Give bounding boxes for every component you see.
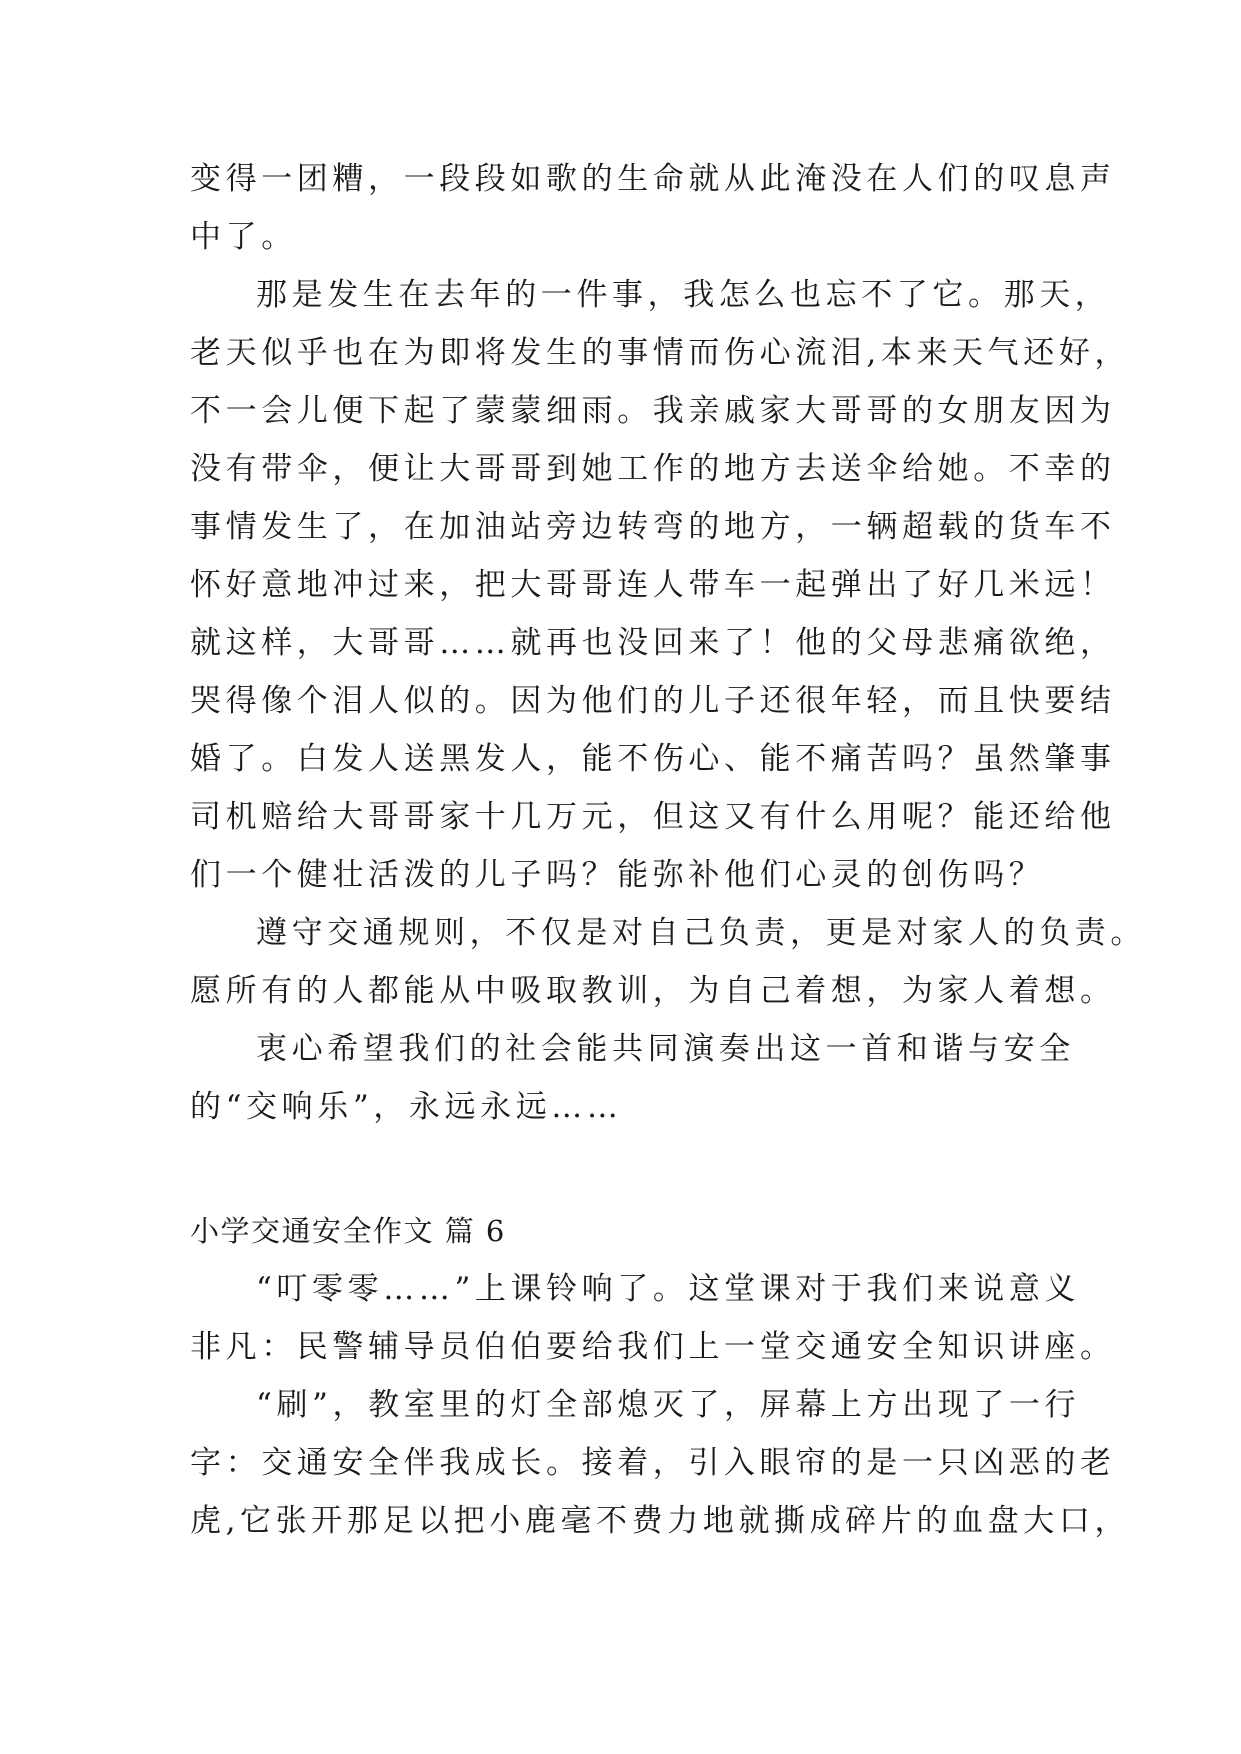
text-line: 遵守交通规则，不仅是对自己负责，更是对家人的负责。 xyxy=(256,915,1146,951)
text-line: 婚了。白发人送黑发人，能不伤心、能不痛苦吗？虽然肇事 xyxy=(190,741,1116,777)
text-line: 就这样，大哥哥……就再也没回来了！他的父母悲痛欲绝， xyxy=(190,625,1116,661)
text-line: 司机赔给大哥哥家十几万元，但这又有什么用呢？能还给他 xyxy=(190,799,1116,835)
text-line: 们一个健壮活泼的儿子吗？能弥补他们心灵的创伤吗？ xyxy=(190,857,1045,893)
text-line: 老天似乎也在为即将发生的事情而伤心流泪,本来天气还好， xyxy=(190,335,1131,371)
text-line: 怀好意地冲过来，把大哥哥连人带车一起弹出了好几米远！ xyxy=(190,567,1116,603)
text-line: 事情发生了，在加油站旁边转弯的地方，一辆超载的货车不 xyxy=(190,509,1116,545)
text-line: 那是发生在去年的一件事，我怎么也忘不了它。那天， xyxy=(256,277,1111,313)
text-line: “叮零零……”上课铃响了。这堂课对于我们来说意义 xyxy=(256,1271,1081,1307)
text-line: 变得一团糟，一段段如歌的生命就从此淹没在人们的叹息声 xyxy=(190,161,1116,197)
text-line: 中了。 xyxy=(190,219,297,255)
text-line: 字：交通安全伴我成长。接着，引入眼帘的是一只凶恶的老 xyxy=(190,1445,1116,1481)
text-line: 哭得像个泪人似的。因为他们的儿子还很年轻，而且快要结 xyxy=(190,683,1116,719)
section-title: 小学交通安全作文 篇 6 xyxy=(190,1214,506,1248)
document-page xyxy=(190,150,1146,1550)
text-line: 的“交响乐”，永远永远…… xyxy=(190,1089,623,1125)
text-line: 不一会儿便下起了蒙蒙细雨。我亲戚家大哥哥的女朋友因为 xyxy=(190,393,1116,429)
text-line: 非凡：民警辅导员伯伯要给我们上一堂交通安全知识讲座。 xyxy=(190,1329,1116,1365)
text-line: 没有带伞，便让大哥哥到她工作的地方去送伞给她。不幸的 xyxy=(190,451,1116,487)
text-line: 衷心希望我们的社会能共同演奏出这一首和谐与安全 xyxy=(256,1031,1075,1067)
section-spacer xyxy=(190,1136,1070,1202)
text-line: “刷”，教室里的灯全部熄灭了，屏幕上方出现了一行 xyxy=(256,1387,1081,1423)
text-line: 愿所有的人都能从中吸取教训，为自己着想，为家人着想。 xyxy=(190,973,1116,1009)
text-line: 虎,它张开那足以把小鹿毫不费力地就撕成碎片的血盘大口， xyxy=(190,1503,1131,1539)
